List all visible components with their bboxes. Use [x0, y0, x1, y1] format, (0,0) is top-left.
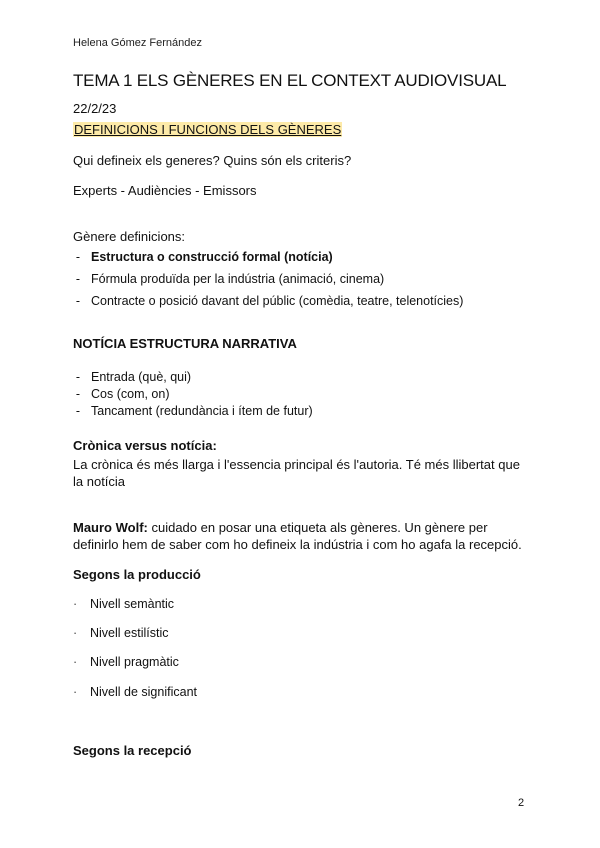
wolf-name: Mauro Wolf:: [73, 520, 148, 535]
section-heading-highlighted: DEFINICIONS I FUNCIONS DELS GÈNERES: [74, 122, 342, 137]
cronica-paragraph: La crònica és més llarga i l'essencia principal és l'autoria. Té més llibertat que la notícia: [73, 457, 520, 489]
list-bullet: -: [75, 370, 81, 384]
list-bullet: -: [75, 250, 81, 264]
list-item: [73, 386, 313, 403]
list-bullet: ·: [73, 655, 78, 669]
list-bullet: ·: [73, 597, 78, 611]
wolf-paragraph: [73, 519, 533, 553]
list-item: [73, 290, 463, 312]
list-bullet: -: [75, 272, 81, 286]
list-item-text: Entrada (què, qui): [91, 370, 192, 384]
list-bullet: ·: [73, 685, 78, 699]
list-item-text: Nivell semàntic: [90, 597, 175, 611]
list-item-text: Fórmula produïda per la indústria (animació, cinema): [91, 272, 385, 286]
question-line: Qui defineix els generes? Quins són els criteris?: [73, 153, 352, 168]
list-item: [73, 685, 197, 699]
definitions-list: [73, 246, 463, 312]
recepcio-heading: Segons la recepció: [73, 743, 192, 758]
noticia-heading: NOTÍCIA ESTRUCTURA NARRATIVA: [73, 336, 297, 351]
list-item: [73, 246, 463, 268]
header-author: Helena Gómez Fernández: [73, 37, 203, 49]
list-item: [73, 655, 179, 669]
list-item-text: Contracte o posició davant del públic (comèdia, teatre, telenotícies): [91, 294, 464, 308]
list-item-text: Nivell de significant: [90, 685, 197, 699]
list-bullet: -: [75, 294, 81, 308]
document-title: TEMA 1 ELS GÈNERES EN EL CONTEXT AUDIOVISUAL: [73, 71, 507, 90]
list-bullet: -: [75, 387, 81, 401]
wolf-text: cuidado en posar una etiqueta als gèneres. Un gènere per definirlo hem de saber com ho defineix la indústria i com ho agafa la recepció.: [73, 520, 522, 552]
page-number: 2: [518, 797, 525, 809]
produccio-heading: Segons la producció: [73, 567, 201, 582]
list-item: [73, 597, 174, 611]
list-bullet: ·: [73, 626, 78, 640]
definitions-intro: Gènere definicions:: [73, 229, 186, 244]
list-item: [73, 403, 313, 420]
list-item-text: Cos (com, on): [91, 387, 170, 401]
cronica-heading: Crònica versus notícia:: [73, 438, 217, 453]
list-item-text: Nivell pragmàtic: [90, 655, 179, 669]
list-bullet: -: [75, 404, 81, 418]
actors-line: Experts - Audiències - Emissors: [73, 183, 257, 198]
list-item-text: Nivell estilístic: [90, 626, 169, 640]
list-item: [73, 369, 313, 386]
list-item-text: Estructura o construcció formal (notícia): [91, 250, 333, 264]
list-item: [73, 268, 463, 290]
noticia-list: [73, 369, 313, 420]
list-item: [73, 626, 169, 640]
list-item-text: Tancament (redundància i ítem de futur): [91, 404, 313, 418]
document-date: 22/2/23: [73, 101, 117, 116]
